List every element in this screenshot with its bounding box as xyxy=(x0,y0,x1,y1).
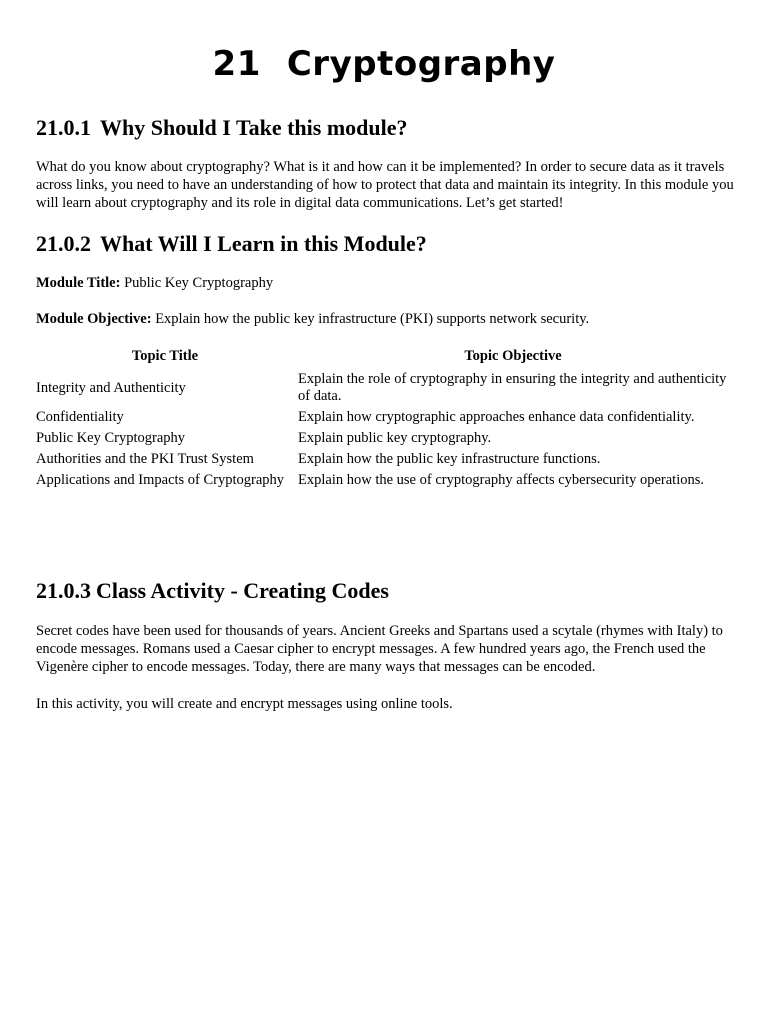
chapter-number: 21 xyxy=(212,44,261,84)
section-number: 21.0.1 xyxy=(36,115,91,140)
topic-objective-cell: Explain the role of cryptography in ensuring the integrity and authenticity of data. xyxy=(298,371,727,404)
table-header-topic-title: Topic Title xyxy=(131,348,199,364)
table-row xyxy=(34,428,730,449)
topic-title-cell: Integrity and Authenticity xyxy=(36,379,186,396)
topic-objective-cell: Explain how cryptographic approaches enhance data confidentiality. xyxy=(298,409,695,425)
topic-title-cell: Confidentiality xyxy=(36,409,124,425)
section-number: 21.0.2 xyxy=(36,231,91,256)
table-row xyxy=(34,449,730,470)
topic-objective-cell: Explain how the public key infrastructure functions. xyxy=(298,451,601,467)
module-title-line xyxy=(36,274,273,292)
topic-title-cell: Applications and Impacts of Cryptography xyxy=(36,472,285,488)
module-title-label: Module Title: xyxy=(36,275,121,291)
table-header-topic-objective: Topic Objective xyxy=(464,348,562,364)
module-objective-value: Explain how the public key infrastructure (PKI) supports network security. xyxy=(155,311,590,327)
section-heading-class-activity xyxy=(36,577,389,605)
section-number: 21.0.3 xyxy=(36,578,91,603)
section-activity-body-1: Secret codes have been used for thousands of years. Ancient Greeks and Spartans used a scytale (rhymes with Italy) to encode messages. Romans used a Caesar cipher to encrypt messages. A few hundred years ago, the French used the Vigenère cipher to encode messages. Today, there are many ways that messages can be encoded. xyxy=(36,623,723,675)
chapter-title-text: Cryptography xyxy=(286,44,556,84)
chapter-title xyxy=(0,40,768,88)
table-header-row xyxy=(34,346,730,369)
table-row xyxy=(34,369,730,407)
topic-objective-cell: Explain how the use of cryptography affects cybersecurity operations. xyxy=(298,472,704,488)
section-title: What Will I Learn in this Module? xyxy=(100,231,427,256)
topic-objective-cell: Explain public key cryptography. xyxy=(298,430,492,446)
module-objective-label: Module Objective: xyxy=(36,311,152,327)
section-activity-body-2: In this activity, you will create and encrypt messages using online tools. xyxy=(36,696,453,712)
table-row xyxy=(34,470,730,491)
section-heading-what xyxy=(36,230,427,258)
section-title: Class Activity - Creating Codes xyxy=(96,578,389,603)
module-title-value: Public Key Cryptography xyxy=(124,275,274,291)
topic-title-cell: Authorities and the PKI Trust System xyxy=(36,451,254,467)
section-title: Why Should I Take this module? xyxy=(100,115,408,140)
section-why-body: What do you know about cryptography? What is it and how can it be implemented? In order to secure data as it travels across links, you need to have an understanding of how to protect that data and maintain its integrity. In this module you will learn about cryptography and its role in digital data communications. Let’s get started! xyxy=(36,159,734,211)
table-row xyxy=(34,407,730,428)
topics-table xyxy=(34,346,730,491)
topic-title-cell: Public Key Cryptography xyxy=(36,430,186,446)
module-objective-line xyxy=(36,310,589,328)
section-heading-why xyxy=(36,114,408,142)
